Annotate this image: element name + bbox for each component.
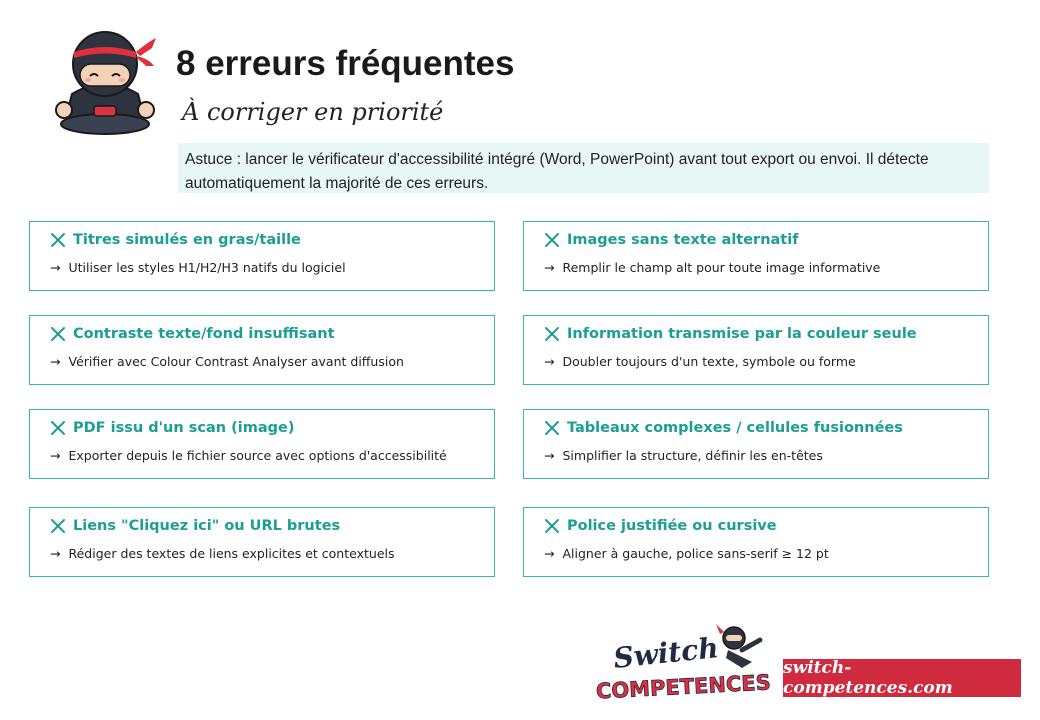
error-fix-text: Exporter depuis le fichier source avec options d'accessibilité bbox=[68, 448, 447, 463]
arrow-right-icon: → bbox=[544, 546, 555, 561]
cross-icon bbox=[50, 326, 66, 342]
error-fix-text: Rédiger des textes de liens explicites et contextuels bbox=[68, 546, 395, 561]
error-title: PDF issu d'un scan (image) bbox=[73, 420, 295, 436]
error-title: Information transmise par la couleur seule bbox=[567, 326, 917, 342]
arrow-right-icon: → bbox=[544, 354, 555, 369]
error-fix bbox=[50, 448, 447, 463]
error-card bbox=[523, 221, 989, 291]
error-title: Tableaux complexes / cellules fusionnées bbox=[567, 420, 903, 436]
error-card bbox=[29, 315, 495, 385]
error-card-heading bbox=[50, 232, 301, 248]
error-fix bbox=[544, 354, 856, 369]
cross-icon bbox=[50, 420, 66, 436]
error-fix bbox=[50, 354, 404, 369]
arrow-right-icon: → bbox=[544, 448, 555, 463]
error-title: Images sans texte alternatif bbox=[567, 232, 799, 248]
error-fix-text: Aligner à gauche, police sans-serif ≥ 12 pt bbox=[562, 546, 829, 561]
error-card bbox=[29, 221, 495, 291]
page-title: 8 erreurs fréquentes bbox=[176, 44, 515, 83]
page-subtitle: À corriger en priorité bbox=[182, 98, 444, 126]
cross-icon bbox=[544, 326, 560, 342]
arrow-right-icon: → bbox=[50, 448, 61, 463]
error-card-heading bbox=[544, 326, 917, 342]
error-title: Titres simulés en gras/taille bbox=[73, 232, 301, 248]
cross-icon bbox=[50, 232, 66, 248]
arrow-right-icon: → bbox=[50, 260, 61, 275]
error-card bbox=[29, 507, 495, 577]
switch-competences-logo bbox=[592, 620, 772, 710]
logo-line1: Switch bbox=[611, 631, 721, 675]
error-card bbox=[523, 409, 989, 479]
error-card-heading bbox=[544, 420, 903, 436]
logo-line2: COMPETENCES bbox=[595, 670, 772, 704]
ninja-mascot-icon bbox=[50, 24, 160, 136]
arrow-right-icon: → bbox=[50, 354, 61, 369]
error-fix-text: Doubler toujours d'un texte, symbole ou forme bbox=[562, 354, 856, 369]
error-title: Liens "Cliquez ici" ou URL brutes bbox=[73, 518, 341, 534]
error-card bbox=[29, 409, 495, 479]
error-card-heading bbox=[50, 326, 335, 342]
cross-icon bbox=[544, 420, 560, 436]
error-fix-text: Utiliser les styles H1/H2/H3 natifs du logiciel bbox=[68, 260, 346, 275]
error-fix bbox=[544, 260, 880, 275]
error-card bbox=[523, 315, 989, 385]
error-fix-text: Simplifier la structure, définir les en-têtes bbox=[562, 448, 823, 463]
cross-icon bbox=[544, 518, 560, 534]
cross-icon bbox=[544, 232, 560, 248]
error-card-heading bbox=[544, 232, 799, 248]
error-card-heading bbox=[50, 420, 294, 436]
website-link[interactable]: switch-competences.com bbox=[783, 659, 1021, 697]
error-fix bbox=[50, 546, 395, 561]
error-fix-text: Vérifier avec Colour Contrast Analyser avant diffusion bbox=[68, 354, 404, 369]
arrow-right-icon: → bbox=[50, 546, 61, 561]
error-title: Contraste texte/fond insuffisant bbox=[73, 326, 335, 342]
error-title: Police justifiée ou cursive bbox=[567, 518, 777, 534]
error-card-heading bbox=[544, 518, 777, 534]
arrow-right-icon: → bbox=[544, 260, 555, 275]
error-fix bbox=[50, 260, 346, 275]
error-card-heading bbox=[50, 518, 340, 534]
error-fix bbox=[544, 448, 823, 463]
tip-box: Astuce : lancer le vérificateur d'accessibilité intégré (Word, PowerPoint) avant tout export ou envoi. Il détecte automatiquement la majorité de ces erreurs. bbox=[178, 143, 989, 193]
cross-icon bbox=[50, 518, 66, 534]
error-card bbox=[523, 507, 989, 577]
error-fix bbox=[544, 546, 829, 561]
error-fix-text: Remplir le champ alt pour toute image informative bbox=[562, 260, 881, 275]
